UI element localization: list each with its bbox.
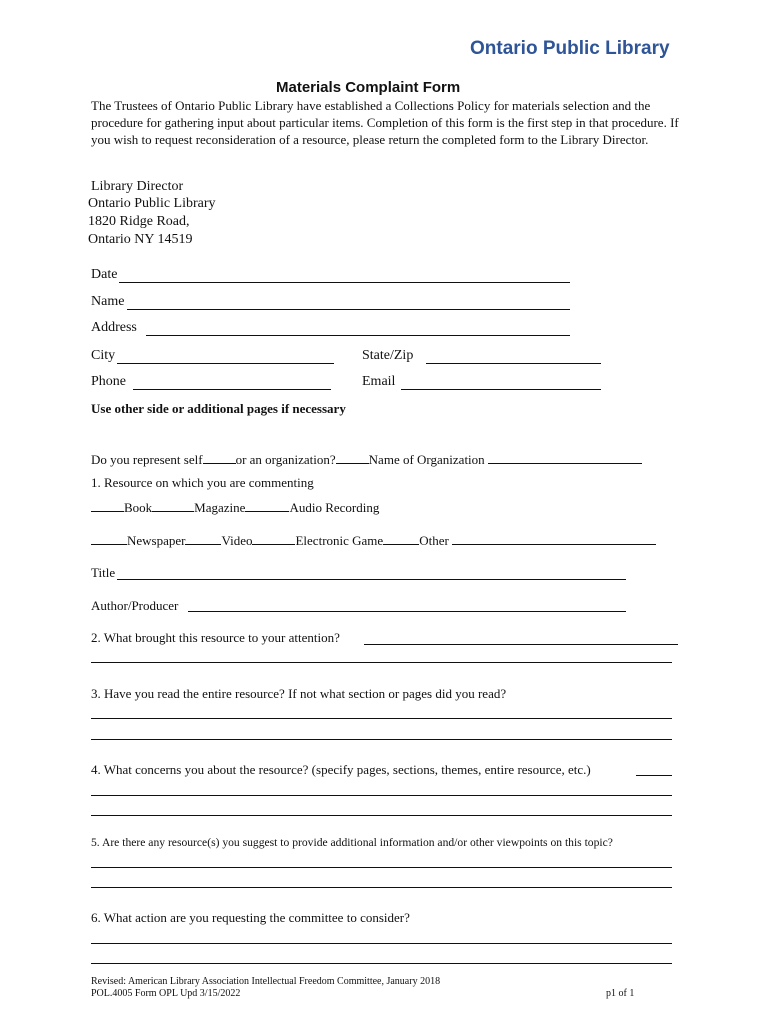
represent-org-field[interactable] xyxy=(336,451,369,464)
question-6: 6. What action are you requesting the committee to consider? xyxy=(91,910,410,925)
name-label: Name xyxy=(91,294,125,309)
address-line-3: 1820 Ridge Road, xyxy=(88,214,190,229)
statezip-field[interactable] xyxy=(426,363,601,364)
q6-answer-line-1[interactable] xyxy=(91,943,672,944)
email-field[interactable] xyxy=(401,389,601,390)
type-newspaper-label: Newspaper xyxy=(127,533,186,548)
other-type-field[interactable] xyxy=(383,532,419,545)
author-label: Author/Producer xyxy=(91,598,179,613)
footer-form-id: POL.4005 Form OPL Upd 3/15/2022 xyxy=(91,988,241,999)
address-line-1: Library Director xyxy=(91,179,184,194)
represent-row xyxy=(91,451,642,468)
form-title: Materials Complaint Form xyxy=(276,79,461,96)
org-name-label: Name of Organization xyxy=(368,452,485,467)
email-label: Email xyxy=(362,374,396,389)
resource-types-row-2 xyxy=(91,532,656,549)
q3-answer-line-1[interactable] xyxy=(91,718,672,719)
type-electronic-game-label: Electronic Game xyxy=(295,533,384,548)
q4-answer-inline[interactable] xyxy=(636,775,672,776)
type-audio-label: Audio Recording xyxy=(289,500,380,515)
video-field[interactable] xyxy=(185,532,221,545)
library-brand: Ontario Public Library xyxy=(470,38,670,59)
q5-answer-line-2[interactable] xyxy=(91,887,672,888)
question-5: 5. Are there any resource(s) you suggest to provide additional information and/or other viewpoints on this topic? xyxy=(91,836,613,849)
newspaper-field[interactable] xyxy=(91,532,127,545)
represent-self-field[interactable] xyxy=(203,451,236,464)
address-line-4: Ontario NY 14519 xyxy=(88,232,193,247)
question-3: 3. Have you read the entire resource? If not what section or pages did you read? xyxy=(91,686,507,701)
statezip-label: State/Zip xyxy=(362,348,414,363)
date-label: Date xyxy=(91,267,118,282)
type-book-label: Book xyxy=(124,500,153,515)
org-name-field[interactable] xyxy=(488,451,642,464)
question-4: 4. What concerns you about the resource? (specify pages, sections, themes, entire resource, etc.) xyxy=(91,762,591,777)
title-field[interactable] xyxy=(117,579,626,580)
magazine-field[interactable] xyxy=(152,499,194,512)
city-label: City xyxy=(91,348,116,363)
name-field[interactable] xyxy=(127,309,570,310)
address-label: Address xyxy=(91,320,137,335)
intro-paragraph: The Trustees of Ontario Public Library have established a Collections Policy for materials selection and the procedure for gathering input about particular items. Completion of this form is the first step in that procedure. If you wish to request reconsideration of a resource, please return the completed form to the Library Director. xyxy=(91,98,679,147)
represent-org-label: or an organization? xyxy=(235,452,336,467)
resource-types-row-1 xyxy=(91,499,379,516)
address-line-2: Ontario Public Library xyxy=(88,196,216,211)
q2-answer-line[interactable] xyxy=(91,662,672,663)
city-field[interactable] xyxy=(117,363,334,364)
type-other-label: Other xyxy=(419,533,449,548)
phone-label: Phone xyxy=(91,374,126,389)
q4-answer-line-1[interactable] xyxy=(91,795,672,796)
address-field[interactable] xyxy=(146,335,570,336)
other-description-field[interactable] xyxy=(452,532,656,545)
book-field[interactable] xyxy=(91,499,124,512)
audio-recording-field[interactable] xyxy=(245,499,289,512)
q2-answer-inline[interactable] xyxy=(364,644,678,645)
date-field[interactable] xyxy=(119,282,570,283)
q3-answer-line-2[interactable] xyxy=(91,739,672,740)
title-label: Title xyxy=(91,565,116,580)
electronic-game-field[interactable] xyxy=(252,532,295,545)
q4-answer-line-2[interactable] xyxy=(91,815,672,816)
question-1: 1. Resource on which you are commenting xyxy=(91,475,314,490)
represent-self-label: Do you represent self xyxy=(91,452,203,467)
question-2: 2. What brought this resource to your attention? xyxy=(91,630,340,645)
footer-page-number: p1 of 1 xyxy=(606,988,635,999)
q5-answer-line-1[interactable] xyxy=(91,867,672,868)
footer-revised: Revised: American Library Association Intellectual Freedom Committee, January 2018 xyxy=(91,976,441,987)
additional-pages-note: Use other side or additional pages if necessary xyxy=(91,401,346,416)
q6-answer-line-2[interactable] xyxy=(91,963,672,964)
author-field[interactable] xyxy=(188,611,626,612)
phone-field[interactable] xyxy=(133,389,331,390)
type-video-label: Video xyxy=(221,533,253,548)
type-magazine-label: Magazine xyxy=(194,500,246,515)
